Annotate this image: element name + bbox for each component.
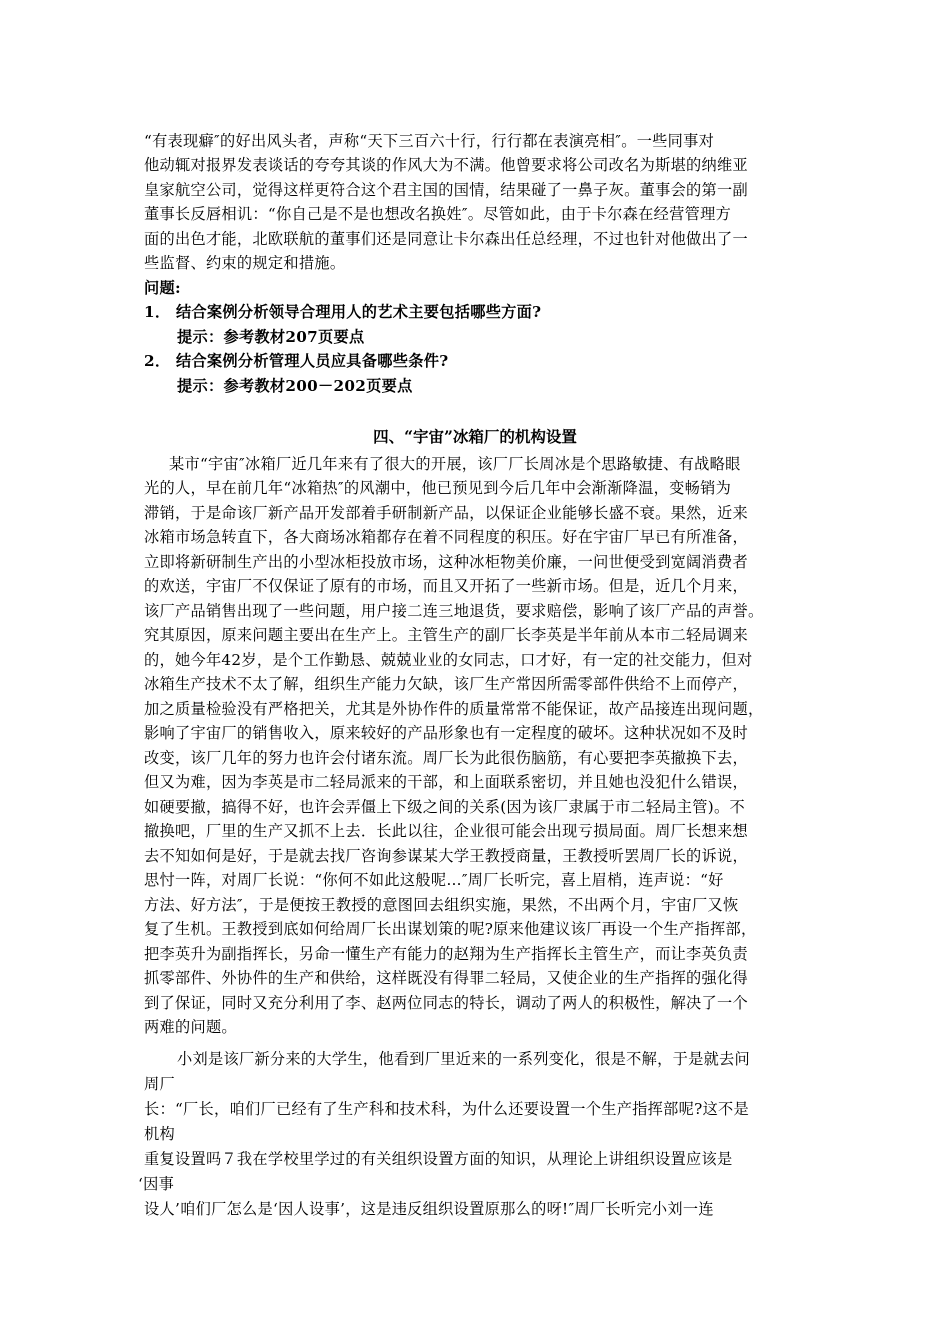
text-line: 去不知如何是好，于是就去找厂咨询参谋某大学王教授商量，王教授听罢周厂长的诉说， — [144, 847, 749, 865]
text-line: 如硬要撤，搞得不好，也许会弄僵上下级之间的关系(因为该厂隶属于市二轻局主管)。不 — [144, 798, 745, 816]
text-line: 撤换吧，厂里的生产又抓不上去．长此以往，企业很可能会出现亏损局面。周厂长想来想 — [144, 822, 749, 840]
text-line: 到了保证，同时又充分利用了李、赵两位同志的特长，调动了两人的积极性，解决了一个 — [144, 994, 749, 1012]
text-line: 冰箱生产技术不太了解，组织生产能力欠缺，该厂生产常因所需零部件供给不上而停产， — [144, 675, 749, 693]
text-line: 些监督、约束的规定和措施。 — [144, 254, 346, 272]
text-line: 某市“宇宙″冰箱厂近几年来有了很大的开展，该厂厂长周冰是个思路敏捷、有战略眼 — [169, 455, 741, 473]
hint-1: 提示：参考教材207页要点 — [177, 328, 365, 346]
text-line: 他动辄对报界发表谈话的夸夸其谈的作风大为不满。他曾要求将公司改名为斯堪的纳维亚 — [144, 156, 749, 174]
text-line: 复了生机。王教授到底如何给周厂长出谋划策的呢?原来他建议该厂再设一个生产指挥部， — [144, 920, 757, 938]
text-line: 究其原因，原来问题主要出在生产上。主管生产的副厂长李英是半年前从本市二轻局调来 — [144, 626, 749, 644]
text-line: 把李英升为副指挥长，另命一懂生产有能力的赵翔为生产指挥长主管生产，而让李英负责 — [144, 945, 749, 963]
text-line: 思忖一阵，对周厂长说：“你何不如此这般呢…″周厂长听完，喜上眉梢，连声说：“好 — [144, 871, 724, 889]
text-line: 重复设置吗７我在学校里学过的有关组织设置方面的知识，从理论上讲组织设置应该是 — [144, 1150, 733, 1168]
text-line: 方法、好方法″，于是便按王教授的意图回去组织实施，果然，不出两个月，宇宙厂又恢 — [144, 896, 739, 914]
text-line: 长：“厂长，咱们厂已经有了生产科和技术科，为什么还要设置一个生产指挥部呢?这不是 — [144, 1100, 750, 1118]
text-line: 面的出色才能，北欧联航的董事们还是同意让卡尔森出任总经理，不过也针对他做出了一 — [144, 230, 749, 248]
text-line: ‘因事 — [138, 1175, 175, 1193]
text-line: 冰箱市场急转直下，各大商场冰箱都存在着不同程度的积压。好在宇宙厂早已有所准备， — [144, 528, 749, 546]
hint-2: 提示：参考教材200－202页要点 — [177, 377, 413, 395]
text-line: 的，她今年42岁，是个工作勤恳、兢兢业业的女同志，口才好，有一定的社交能力，但对 — [144, 651, 753, 669]
text-line: “有表现癖″的好出风头者，声称“天下三百六十行，行行都在表演亮相″。一些同事对 — [144, 132, 715, 150]
text-line: 设人’咱们厂怎么是‘因人设事’，这是违反组织设置原那么的呀!″周厂长听完小刘一连 — [144, 1200, 714, 1218]
text-line: 机构 — [144, 1125, 175, 1143]
question-2: 2． 结合案例分析管理人员应具备哪些条件? — [144, 352, 449, 370]
questions-heading: 问题: — [144, 279, 181, 297]
text-line: 的欢送，宇宙厂不仅保证了原有的市场，而且又开拓了一些新市场。但是，近几个月来， — [144, 577, 749, 595]
section-title: 四、“宇宙”冰箱厂的机构设置 — [373, 427, 577, 446]
text-line: 抓零部件、外协件的生产和供给，这样既没有得罪二轻局，又使企业的生产指挥的强化得 — [144, 969, 749, 987]
text-line: 小刘是该厂新分来的大学生，他看到厂里近来的一系列变化，很是不解，于是就去问 — [177, 1050, 751, 1068]
text-line: 光的人，早在前几年“冰箱热″的风潮中，他已预见到今后几年中会渐渐降温，变畅销为 — [144, 479, 732, 497]
question-1: 1． 结合案例分析领导合理用人的艺术主要包括哪些方面? — [144, 303, 542, 321]
text-line: 两难的问题。 — [144, 1018, 237, 1036]
text-line: 该厂产品销售出现了一些问题，用户接二连三地退货，要求赔偿，影响了该厂产品的声誉。 — [144, 602, 764, 620]
text-line: 加之质量检验没有严格把关，尤其是外协作件的质量常常不能保证，故产品接连出现问题， — [144, 700, 764, 718]
text-line: 改变，该厂几年的努力也许会付诸东流。周厂长为此很伤脑筋，有心要把李英撤换下去， — [144, 749, 749, 767]
text-line: 皇家航空公司，觉得这样更符合这个君主国的国情，结果碰了一鼻子灰。董事会的第一副 — [144, 181, 749, 199]
text-line: 周厂 — [144, 1075, 175, 1093]
text-line: 影响了宇宙厂的销售收入，原来较好的产品形象也有一定程度的破坏。这种状况如不及时 — [144, 724, 749, 742]
text-line: 滞销，于是命该厂新产品开发部着手研制新产品，以保证企业能够长盛不衰。果然，近来 — [144, 504, 749, 522]
text-line: 立即将新研制生产出的小型冰柜投放市场，这种冰柜物美价廉，一问世便受到宽阔消费者 — [144, 553, 749, 571]
text-line: 董事长反唇相讥：“你自己是不是也想改名换姓″。尽管如此，由于卡尔森在经营管理方 — [144, 205, 732, 223]
text-line: 但又为难，因为李英是市二轻局派来的干部，和上面联系密切，并且她也没犯什么错误， — [144, 773, 749, 791]
